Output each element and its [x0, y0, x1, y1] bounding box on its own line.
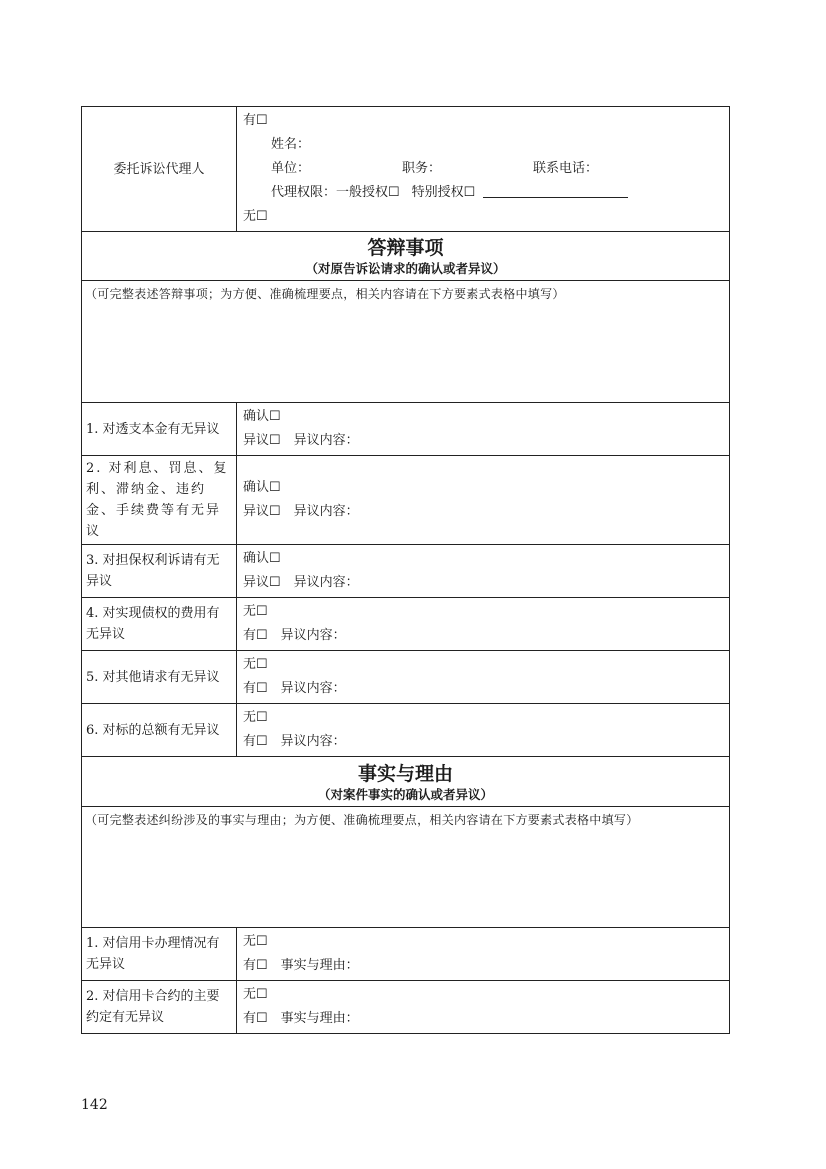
- defense-subtitle: （对原告诉讼请求的确认或者异议）: [305, 261, 506, 276]
- defense-row-options: [237, 651, 730, 704]
- agent-unit-line: [243, 157, 723, 181]
- facts-subtitle: （对案件事实的确认或者异议）: [317, 786, 493, 802]
- complaint-response-form: [81, 106, 730, 1034]
- defense-row-label: 3. 对担保权利诉请有无异议: [82, 545, 237, 598]
- defense-row-label: 5. 对其他请求有无异议: [82, 651, 237, 704]
- agent-special-checkbox[interactable]: 特别授权☐: [411, 185, 476, 200]
- none-checkbox[interactable]: 无☐: [243, 987, 268, 1002]
- none-checkbox[interactable]: 无☐: [243, 604, 268, 619]
- agent-row: [82, 107, 730, 232]
- facts-title: 事实与理由: [357, 762, 453, 785]
- agent-authority-blank[interactable]: [483, 183, 628, 198]
- defense-title: 答辩事项: [367, 237, 444, 259]
- defense-row: [82, 598, 730, 651]
- confirm-checkbox[interactable]: 确认☐: [243, 551, 281, 566]
- agent-unit-field[interactable]: 单位：: [271, 161, 311, 176]
- facts-note[interactable]: （可完整表述纠纷涉及的事实与理由；为方便、准确梳理要点，相关内容请在下方要素式表格中填写）: [82, 807, 730, 928]
- defense-row: [82, 403, 730, 456]
- agent-none-checkbox[interactable]: 无☐: [243, 209, 268, 224]
- defense-row-label: 6. 对标的总额有无异议: [82, 704, 237, 757]
- defense-row-label: 1. 对透支本金有无异议: [82, 403, 237, 456]
- defense-note[interactable]: （可完整表述答辩事项；为方便、准确梳理要点，相关内容请在下方要素式表格中填写）: [82, 281, 730, 403]
- defense-row-options: [237, 704, 730, 757]
- none-checkbox[interactable]: 无☐: [243, 934, 268, 949]
- objection-field[interactable]: 有☐ 异议内容：: [243, 681, 346, 696]
- facts-row-options: [237, 981, 730, 1034]
- facts-row: [82, 928, 730, 981]
- facts-row: [82, 981, 730, 1034]
- objection-field[interactable]: 异议☐ 异议内容：: [243, 504, 359, 519]
- facts-row-options: [237, 928, 730, 981]
- agent-name-field[interactable]: 姓名：: [271, 137, 311, 152]
- agent-has-checkbox[interactable]: 有☐: [243, 113, 268, 128]
- page-number: 142: [81, 1097, 108, 1113]
- defense-row-label: 2. 对利息、罚息、复利、滞纳金、违约金、手续费等有无异议: [82, 456, 237, 545]
- defense-header-row: [82, 232, 730, 281]
- defense-row-options: [237, 403, 730, 456]
- objection-field[interactable]: 异议☐ 异议内容：: [243, 575, 359, 590]
- none-checkbox[interactable]: 无☐: [243, 657, 268, 672]
- facts-row-label: 2. 对信用卡合约的主要约定有无异议: [82, 981, 237, 1034]
- defense-row-label: 4. 对实现债权的费用有无异议: [82, 598, 237, 651]
- confirm-checkbox[interactable]: 确认☐: [243, 480, 281, 495]
- defense-row-options: [237, 456, 730, 545]
- facts-reason-field[interactable]: 有☐ 事实与理由：: [243, 958, 359, 973]
- facts-header: [82, 757, 730, 807]
- agent-general-checkbox[interactable]: 一般授权☐: [336, 185, 400, 200]
- facts-row-label: 1. 对信用卡办理情况有无异议: [82, 928, 237, 981]
- facts-header-row: [82, 757, 730, 807]
- objection-field[interactable]: 有☐ 异议内容：: [243, 734, 346, 749]
- confirm-checkbox[interactable]: 确认☐: [243, 409, 281, 424]
- defense-note-row: [82, 281, 730, 403]
- defense-row: [82, 545, 730, 598]
- agent-authority-label: 代理权限：: [271, 185, 337, 200]
- defense-header: [82, 232, 730, 281]
- none-checkbox[interactable]: 无☐: [243, 710, 268, 725]
- agent-details: [237, 107, 730, 232]
- defense-row: [82, 651, 730, 704]
- defense-row-options: [237, 598, 730, 651]
- agent-position-field[interactable]: 职务：: [402, 161, 442, 176]
- defense-row-options: [237, 545, 730, 598]
- objection-field[interactable]: 有☐ 异议内容：: [243, 628, 346, 643]
- agent-authority-line: [243, 181, 723, 205]
- defense-row: [82, 456, 730, 545]
- facts-note-row: [82, 807, 730, 928]
- facts-reason-field[interactable]: 有☐ 事实与理由：: [243, 1011, 359, 1026]
- objection-field[interactable]: 异议☐ 异议内容：: [243, 433, 359, 448]
- agent-label: 委托诉讼代理人: [82, 107, 237, 232]
- defense-row: [82, 704, 730, 757]
- agent-phone-field[interactable]: 联系电话：: [533, 161, 599, 176]
